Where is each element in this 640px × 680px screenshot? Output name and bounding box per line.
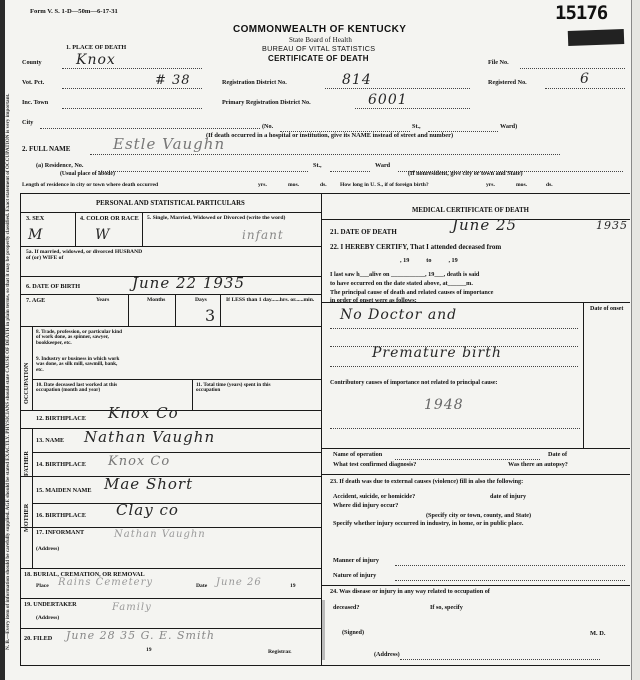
date-of-death-year: 1935 [596, 219, 628, 232]
residence-label: (a) Residence, No. [36, 162, 84, 169]
undertaker-address-label: (Address) [36, 615, 60, 621]
date-of-birth-value: June 22 1935 [132, 274, 246, 292]
date-of-death-label: 21. DATE OF DEATH [330, 228, 397, 236]
foreign-mos: mos. [516, 182, 528, 188]
mother-side-label: MOTHER [23, 503, 30, 532]
father-name-label: 13. NAME [36, 437, 65, 444]
occupation-last-worked-label: 10. Date deceased last worked at this occupation (month and year) [36, 382, 118, 394]
contributory-causes-value: 1948 [424, 397, 464, 413]
place-of-death-heading: 1. PLACE OF DEATH [66, 44, 127, 51]
file-number-label: File No. [488, 59, 509, 66]
ward-label: Ward) [500, 123, 518, 130]
age-months-label: Months [147, 297, 166, 303]
specify-industry-note: Specify whether injury occurred in industry, in home, or in public place. [333, 520, 524, 527]
burial-place-label: Place [36, 583, 49, 589]
if-so-specify-label: If so, specify [430, 604, 463, 611]
right-scan-edge [631, 0, 640, 680]
occupation-side-label: OCCUPATION [23, 362, 30, 404]
sex-value: M [28, 227, 44, 243]
hereby-certify-label: 22. I HEREBY CERTIFY, That I attended deceased from [330, 243, 502, 251]
autopsy-label: Was there an autopsy? [508, 461, 568, 468]
test-confirmed-label: What test confirmed diagnosis? [333, 461, 417, 468]
father-side-label: FATHER [23, 451, 30, 476]
voting-precinct-value: # 38 [155, 73, 191, 88]
street-number-label: (No. [262, 123, 274, 130]
specify-city-note: (Specify city or town, county, and State) [426, 512, 532, 519]
filed-label: 20. FILED [24, 635, 53, 642]
informant-address-label: (Address) [36, 546, 60, 552]
length-ds: ds. [320, 182, 327, 188]
filed-year: 19 [146, 647, 152, 653]
sex-label: 3. SEX [26, 215, 45, 222]
foreign-birth-label: How long in U. S., if of foreign birth? [340, 182, 429, 188]
registration-district-label: Registration District No. [222, 79, 287, 86]
principal-cause-line: The principal cause of death and related causes of importance [330, 289, 494, 296]
registrar-label: Registrar. [268, 649, 292, 655]
manner-of-injury-label: Manner of injury [333, 557, 379, 564]
street-label: St., [412, 123, 421, 130]
county-label: County [22, 59, 42, 66]
primary-district-label: Primary Registration District No. [222, 99, 311, 106]
length-yrs: yrs. [258, 182, 267, 188]
voting-precinct-label: Vot. Pct. [22, 79, 45, 86]
residence-ward-label: Ward [375, 162, 391, 169]
length-mos: mos. [288, 182, 300, 188]
foreign-yrs: yrs. [486, 182, 495, 188]
full-name-label: 2. FULL NAME [22, 145, 71, 153]
injury-date-label: date of injury [490, 493, 527, 500]
length-of-residence-label: Length of residence in city or town where death occurred [22, 182, 159, 188]
age-label: 7. AGE [26, 297, 46, 304]
color-race-label: 4. COLOR OR RACE [80, 215, 139, 222]
nature-of-injury-label: Nature of injury [333, 572, 377, 579]
foreign-ds: ds. [546, 182, 553, 188]
marital-label: 5. Single, Married, Widowed or Divorced (write the word) [147, 215, 286, 221]
registered-number-label: Registered No. [488, 79, 527, 86]
attended-dates-line: , 19 to , 19 [400, 257, 458, 264]
primary-district-value: 6001 [368, 92, 408, 108]
spouse-label: 5a. If married, widowed, or divorced HUSBAND of (or) WIFE of [26, 249, 143, 261]
father-birthplace-label: 14. BIRTHPLACE [36, 461, 86, 468]
bureau-name: BUREAU OF VITAL STATISTICS [262, 44, 376, 53]
accident-label: Accident, suicide, or homicide? [333, 493, 416, 500]
father-birthplace-value: Knox Co [108, 454, 171, 469]
personal-particulars-heading: PERSONAL AND STATISTICAL PARTICULARS [96, 200, 245, 207]
age-days-label: Days [195, 297, 207, 303]
margin-instructions: N. B.—Every item of information should be carefully supplied. AGE should be stated EXACTLY. PHYSICIANS should state CAUSE OF DEATH in plain terms, so that it may be properly classified. Exact statement of OCCUPATION is very important. [5, 93, 11, 650]
mother-birthplace-value: Clay co [116, 501, 179, 519]
residence-sublabel: (Usual place of abode) [60, 171, 115, 177]
medical-certificate-heading: MEDICAL CERTIFICATE OF DEATH [412, 207, 529, 214]
father-name-value: Nathan Vaughn [84, 428, 216, 446]
certificate-title: CERTIFICATE OF DEATH [268, 54, 369, 63]
filed-value: June 28 35 G. E. Smith [66, 629, 215, 642]
occupation-industry-label: 9. Industry or business in which work was done, as silk mill, sawmill, bank, etc. [36, 356, 120, 373]
residence-street-label: St., [313, 162, 322, 169]
nonresident-note: (If nonresident, give city or town and State) [408, 170, 523, 177]
color-race-value: W [95, 227, 111, 243]
date-of-birth-label: 6. DATE OF BIRTH [26, 283, 81, 290]
order-of-onset-line: in order of onset were as follows: [330, 297, 417, 304]
age-days-value: 3 [205, 306, 217, 325]
inc-town-label: Inc. Town [22, 99, 49, 106]
registration-district-value: 814 [342, 72, 372, 88]
last-saw-line: I last saw h___alive on ___________, 19___, death is said [330, 271, 480, 278]
occupation-related-label: 24. Was disease or injury in any way related to occupation of [330, 588, 490, 595]
undertaker-value: Family [112, 602, 152, 613]
less-than-day-label: If LESS than 1 day......hrs. or......min. [226, 297, 315, 303]
date-of-onset-label: Date of onset [590, 306, 624, 312]
maiden-name-label: 15. MAIDEN NAME [36, 487, 92, 494]
mother-birthplace-label: 16. BIRTHPLACE [36, 512, 86, 519]
informant-label: 17. INFORMANT [36, 529, 85, 536]
city-label: City [22, 119, 34, 126]
marital-value: infant [242, 228, 284, 242]
physician-address-label: (Address) [374, 651, 400, 658]
age-years-label: Years [96, 297, 110, 303]
certificate-number: 15176 [555, 2, 608, 24]
injury-location-label: Where did injury occur? [333, 502, 399, 509]
contributory-causes-label: Contributory causes of importance not related to principal cause: [330, 380, 498, 386]
informant-value: Nathan Vaughn [114, 529, 206, 540]
undertaker-label: 19. UNDERTAKER [24, 601, 77, 608]
maiden-name-value: Mae Short [104, 475, 194, 493]
scan-smudge [322, 600, 325, 660]
cause-line-1: No Doctor and [340, 307, 458, 323]
deceased-label: deceased? [333, 604, 360, 611]
birthplace-label: 12. BIRTHPLACE [36, 415, 86, 422]
board-name: State Board of Health [289, 36, 352, 44]
hospital-note: (If death occurred in a hospital or institution, give its NAME instead of street and number) [206, 132, 454, 139]
occupation-total-time-label: 11. Total time (years) spent in this occupation [196, 382, 271, 394]
burial-date-value: June 26 [216, 577, 262, 588]
birthplace-value: Knox Co [108, 404, 179, 422]
occurred-line: to have occurred on the date stated above, at______m. [330, 280, 473, 287]
burial-year: 19 [290, 583, 296, 589]
title-commonwealth: COMMONWEALTH OF KENTUCKY [233, 24, 407, 35]
form-number: Form V. S. 1-D—50m—6-17-31 [30, 8, 118, 15]
burial-place-value: Rains Cemetery [58, 577, 154, 588]
redacted-stamp [568, 29, 624, 46]
date-of-death-value: June 25 [452, 216, 518, 234]
operation-label: Name of operation [333, 451, 383, 458]
registered-number-value: 6 [580, 71, 590, 87]
burial-date-label: Date [196, 583, 208, 589]
burial-label: 18. BURIAL, CREMATION, OR REMOVAL [24, 571, 145, 578]
external-causes-label: 23. If death was due to external causes (violence) fill in also the following: [330, 478, 524, 485]
county-value: Knox [76, 52, 116, 68]
md-label: M. D. [590, 630, 606, 637]
cause-line-2: Premature birth [372, 345, 502, 361]
operation-date-label: Date of [548, 451, 568, 458]
full-name-value: Estle Vaughn [113, 135, 226, 153]
signed-label: (Signed) [342, 629, 365, 636]
occupation-trade-label: 8. Trade, profession, or particular kind of work done, as spinner, sawyer, bookkeeper, etc. [36, 329, 122, 346]
